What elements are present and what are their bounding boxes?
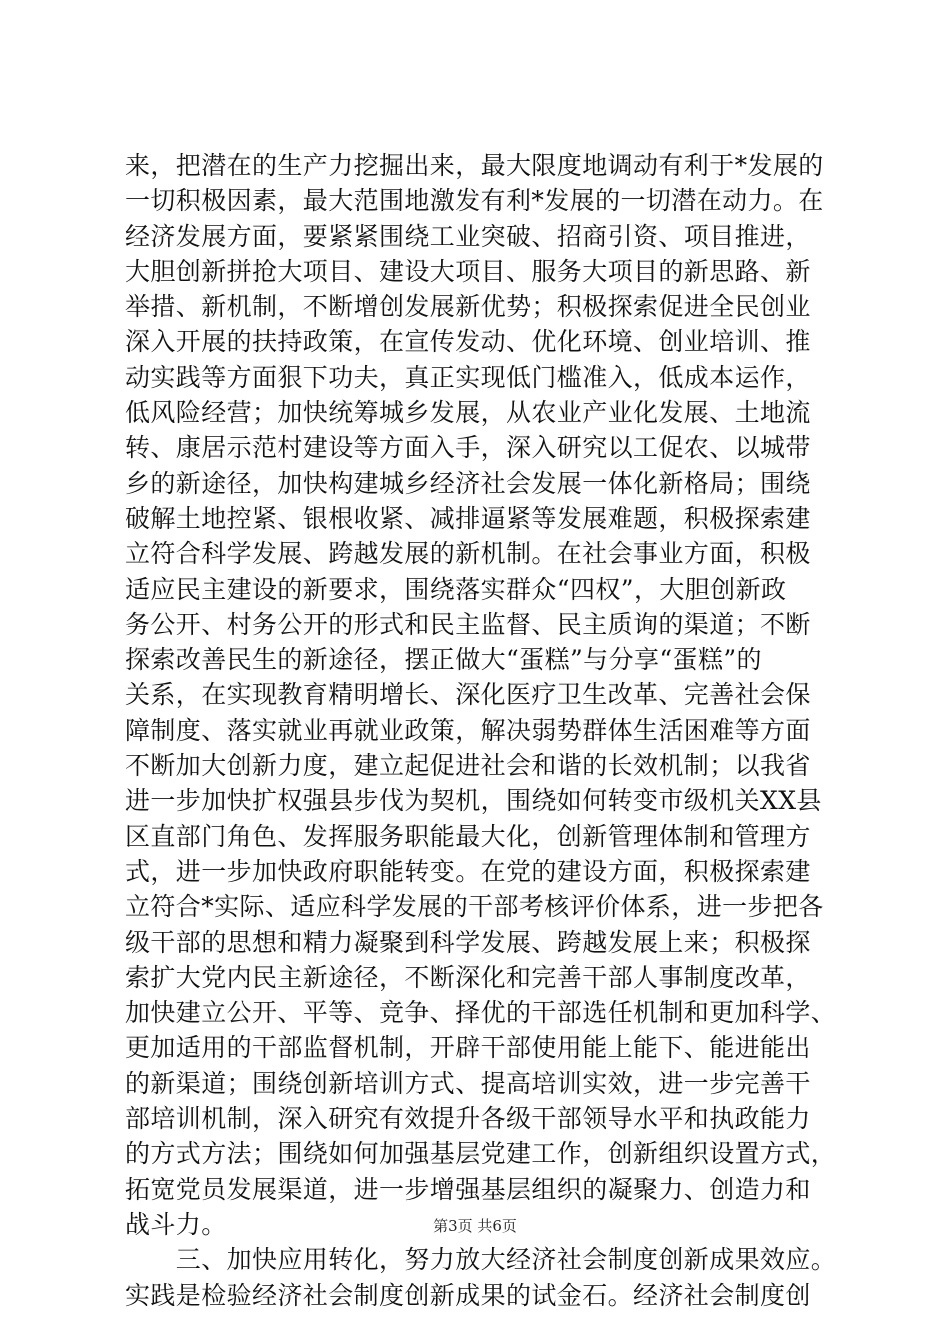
text-line: 动实践等方面狠下功夫，真正实现低门槛准入，低成本运作， [125,362,811,392]
text-line: 障制度、落实就业再就业政策，解决弱势群体生活困难等方面 [125,715,811,745]
text-line: 进一步加快扩权强县步伐为契机，围绕如何转变市级机关XX县 [125,786,822,816]
text-line: 低风险经营；加快统筹城乡发展，从农业产业化发展、土地流 [125,398,811,428]
text-line: 破解土地控紧、银根收紧、减排逼紧等发展难题，积极探索建 [125,503,811,533]
text-line: 举措、新机制，不断增创发展新优势；积极探索促进全民创业 [125,292,811,322]
text-line: 的方式方法；围绕如何加强基层党建工作，创新组织设置方式， [125,1139,837,1169]
text-line: 区直部门角色、发挥服务职能最大化，创新管理体制和管理方 [125,821,811,851]
body-text [125,148,845,1313]
text-line: 部培训机制，深入研究有效提升各级干部领导水平和执政能力 [125,1104,811,1134]
text-line: 式，进一步加快政府职能转变。在党的建设方面，积极探索建 [125,856,811,886]
text-line: 不断加大创新力度，建立起促进社会和谐的长效机制；以我省 [125,751,811,781]
text-line: 探索改善民生的新途径，摆正做大“蛋糕”与分享“蛋糕”的 [125,645,762,675]
text-line: 加快建立公开、平等、竞争、择优的干部选任机制和更加科学、 [125,998,837,1028]
text-line: 拓宽党员发展渠道，进一步增强基层组织的凝聚力、创造力和 [125,1174,811,1204]
text-line: 的新渠道；围绕创新培训方式、提高培训实效，进一步完善干 [125,1068,811,1098]
text-line: 战斗力。 [125,1209,227,1239]
page-footer: 第3页 共6页 [433,1217,517,1235]
text-line: 实践是检验经济社会制度创新成果的试金石。经济社会制度创 [125,1280,811,1310]
text-line: 乡的新途径，加快构建城乡经济社会发展一体化新格局；围绕 [125,468,811,498]
text-line: 一切积极因素，最大范围地激发有利*发展的一切潜在动力。在 [125,186,824,216]
text-line: 务公开、村务公开的形式和民主监督、民主质询的渠道；不断 [125,609,811,639]
text-line: 立符合科学发展、跨越发展的新机制。在社会事业方面，积极 [125,539,811,569]
text-line: 级干部的思想和精力凝聚到科学发展、跨越发展上来；积极探 [125,927,811,957]
text-line: 来，把潜在的生产力挖掘出来，最大限度地调动有利于*发展的 [125,151,824,180]
text-line: 深入开展的扶持政策，在宣传发动、优化环境、创业培训、推 [125,327,811,357]
text-line: 索扩大党内民主新途径，不断深化和完善干部人事制度改革， [125,962,811,992]
text-line: 三、加快应用转化，努力放大经济社会制度创新成果效应。 [125,1245,837,1275]
text-line: 大胆创新拼抢大项目、建设大项目、服务大项目的新思路、新 [125,256,811,286]
text-line: 关系，在实现教育精明增长、深化医疗卫生改革、完善社会保 [125,680,811,710]
text-line: 经济发展方面，要紧紧围绕工业突破、招商引资、项目推进， [125,221,811,251]
text-line: 适应民主建设的新要求，围绕落实群众“四权”，大胆创新政 [125,574,787,604]
text-line: 立符合*实际、适应科学发展的干部考核评价体系，进一步把各 [125,892,824,922]
text-line: 转、康居示范村建设等方面入手，深入研究以工促农、以城带 [125,433,811,463]
text-line: 更加适用的干部监督机制，开辟干部使用能上能下、能进能出 [125,1033,811,1063]
